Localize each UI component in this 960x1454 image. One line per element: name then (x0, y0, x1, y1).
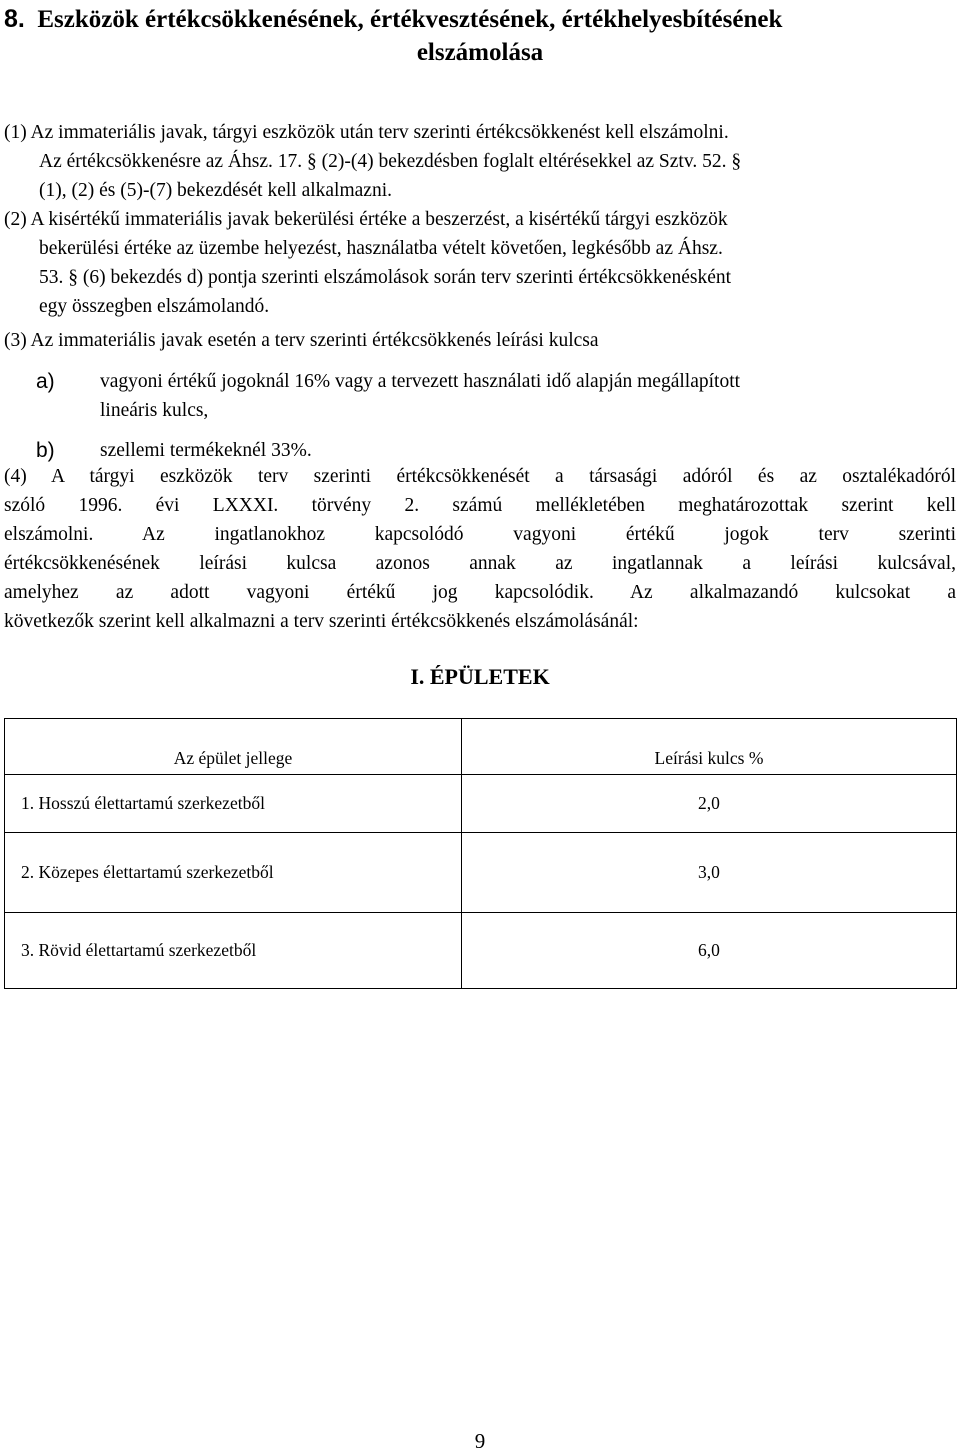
paragraph-2 (4, 205, 731, 321)
depreciation-table (4, 718, 957, 989)
list-item-a (36, 367, 956, 425)
paragraph-line: Az értékcsökkenésre az Áhsz. 17. § (2)-(4) bekezdésben foglalt eltérésekkel az Sztv. 52. § (39, 151, 742, 172)
paragraph-line: (1) Az immateriális javak, tárgyi eszközök után terv szerinti értékcsökkenést kell elszámolni. (4, 122, 729, 143)
page-number: 9 (474, 1429, 486, 1453)
heading-line-2: elszámolása (416, 39, 544, 66)
table-row (5, 913, 957, 989)
paragraph-line: 53. § (6) bekezdés d) pontja szerinti elszámolások során terv szerinti értékcsökkenésként (39, 267, 732, 288)
table-cell: 6,0 (461, 913, 956, 989)
paragraph-line: következők szerint kell alkalmazni a terv szerinti értékcsökkenés elszámolásánál: (4, 611, 639, 632)
heading-text-1: Eszközök értékcsökkenésének, értékvesztésének, értékhelyesbítésének (37, 6, 783, 33)
table-cell: 3. Rövid élettartamú szerkezetből (5, 913, 462, 989)
list-marker: b) (36, 439, 55, 462)
list-marker: a) (36, 370, 55, 393)
paragraph-line: (2) A kisértékű immateriális javak bekerülési értéke a beszerzést, a kisértékű tárgyi eszközök (4, 209, 728, 230)
list-item-line: lineáris kulcs, (100, 400, 209, 421)
list-item-line: vagyoni értékű jogoknál 16% vagy a tervezett használati idő alapján megállapított (100, 371, 741, 392)
table-row (5, 833, 957, 913)
section-title: I. ÉPÜLETEK (410, 664, 550, 689)
paragraph-line: (4) A tárgyi eszközök terv szerinti értékcsökkenését a társasági adóról és az osztalékadóról (4, 466, 956, 487)
table-cell: 2. Közepes élettartamú szerkezetből (5, 833, 462, 913)
paragraph-line: értékcsökkenésének leírási kulcsa azonos annak az ingatlannak a leírási kulcsával, (4, 553, 956, 574)
list-item-line: szellemi termékeknél 33%. (100, 440, 312, 461)
paragraph-line: (3) Az immateriális javak esetén a terv szerinti értékcsökkenés leírási kulcsa (4, 330, 599, 351)
table-cell: 2,0 (461, 775, 956, 833)
paragraph-3 (4, 326, 599, 355)
list-item-b (36, 436, 956, 465)
paragraph-line: egy összegben elszámolandó. (39, 296, 270, 317)
paragraph-line: elszámolni. Az ingatlanokhoz kapcsolódó vagyoni értékű jogok terv szerinti (4, 524, 956, 545)
table-row (5, 775, 957, 833)
paragraph-line: szóló 1996. évi LXXXI. törvény 2. számú mellékletében meghatározottak szerint kell (4, 495, 956, 516)
table-cell: 1. Hosszú élettartamú szerkezetből (5, 775, 462, 833)
table-header-row (5, 719, 957, 775)
paragraph-1 (4, 118, 741, 205)
paragraph-4 (4, 462, 956, 636)
column-header: Az épület jellege (5, 719, 462, 775)
table-cell: 3,0 (461, 833, 956, 913)
heading-number: 8. (4, 5, 25, 33)
column-header: Leírási kulcs % (461, 719, 956, 775)
paragraph-line: bekerülési értéke az üzembe helyezést, használatba vételt követően, legkésőbb az Áhsz. (39, 238, 723, 259)
paragraph-line: amelyhez az adott vagyoni értékű jog kapcsolódik. Az alkalmazandó kulcsokat a (4, 582, 956, 603)
paragraph-line: (1), (2) és (5)-(7) bekezdését kell alkalmazni. (39, 180, 392, 201)
heading-line-1 (4, 2, 782, 37)
